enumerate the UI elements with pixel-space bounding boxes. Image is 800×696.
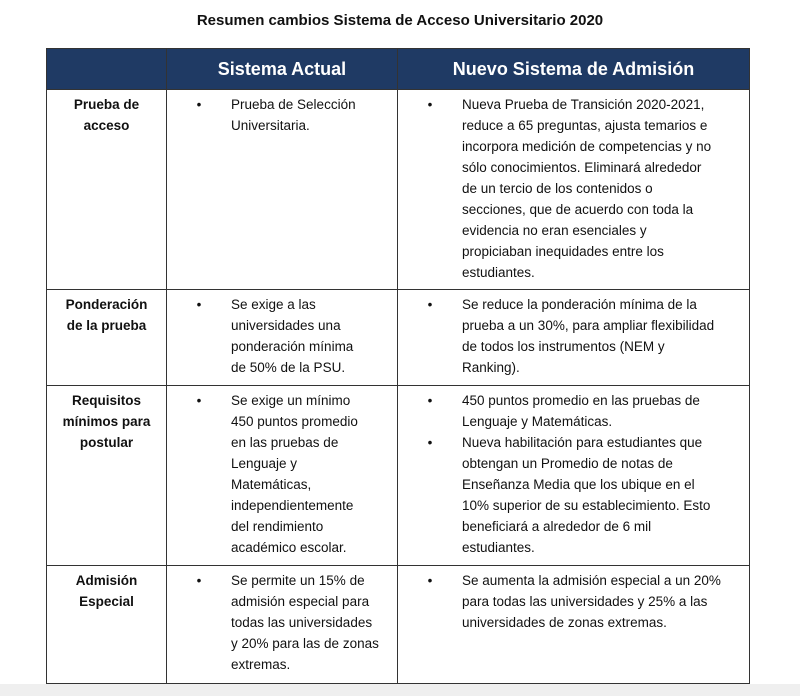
row-label: Ponderación de la prueba [47, 290, 167, 386]
header-sistema-actual: Sistema Actual [167, 49, 398, 90]
bullet-item [398, 94, 741, 283]
bullet-item [398, 294, 741, 378]
bullet-item [398, 390, 741, 432]
row-label: Prueba de acceso [47, 90, 167, 290]
bullet-item [167, 570, 389, 675]
table-header-row [47, 49, 750, 90]
row-label: Admisión Especial [47, 566, 167, 684]
bullet-icon: • [427, 297, 433, 312]
table-row [47, 386, 750, 566]
bullet-item [167, 94, 389, 136]
cell-actual [167, 290, 398, 386]
bullet-icon: • [427, 435, 433, 450]
cell-actual [167, 386, 398, 566]
bullet-icon: • [427, 97, 433, 112]
bullet-text: Nueva habilitación para estudiantes que obtengan un Promedio de notas de Enseñanza Media que los ubique en el 10% superior de su establecimiento. Esto beneficiará a alrededor de 6 mil estudiantes. [462, 435, 711, 555]
bullet-icon: • [196, 97, 202, 112]
cell-actual [167, 566, 398, 684]
bullet-text: 450 puntos promedio en las pruebas de Lenguaje y Matemáticas. [462, 393, 700, 429]
bullet-icon: • [427, 573, 433, 588]
header-empty [47, 49, 167, 90]
bullet-text: Se permite un 15% de admisión especial para todas las universidades y 20% para las de zonas extremas. [231, 573, 379, 672]
header-nuevo-sistema: Nuevo Sistema de Admisión [398, 49, 750, 90]
row-label: Requisitos mínimos para postular [47, 386, 167, 566]
bullet-icon: • [196, 393, 202, 408]
bullet-icon: • [427, 393, 433, 408]
bullet-item [167, 390, 389, 558]
bullet-text: Se exige a las universidades una ponderación mínima de 50% de la PSU. [231, 297, 354, 375]
bullet-icon: • [196, 573, 202, 588]
bullet-text: Nueva Prueba de Transición 2020-2021, reduce a 65 preguntas, ajusta temarios e incorpora medición de competencias y no sólo conocimientos. Eliminará alrededor de un tercio de los contenidos o secciones, que de acuerdo con toda la evidencia no eran esenciales y propiciaban inequidades entre los estudiantes. [462, 97, 712, 280]
table-row [47, 566, 750, 684]
cell-actual [167, 90, 398, 290]
table-row [47, 290, 750, 386]
comparison-table [46, 48, 750, 684]
cell-nuevo [398, 90, 750, 290]
bullet-text: Se exige un mínimo 450 puntos promedio en las pruebas de Lenguaje y Matemáticas, independientemente del rendimiento académico escolar. [231, 393, 358, 555]
bullet-item [398, 432, 741, 558]
cell-nuevo [398, 386, 750, 566]
document-title: Resumen cambios Sistema de Acceso Universitario 2020 [196, 12, 604, 29]
bullet-text: Prueba de Selección Universitaria. [231, 97, 356, 133]
bullet-icon: • [196, 297, 202, 312]
cell-nuevo [398, 566, 750, 684]
bullet-text: Se reduce la ponderación mínima de la prueba a un 30%, para ampliar flexibilidad de todos los instrumentos (NEM y Ranking). [462, 297, 715, 375]
page-bottom-strip [0, 684, 800, 696]
table-row [47, 90, 750, 290]
bullet-item [398, 570, 741, 633]
bullet-text: Se aumenta la admisión especial a un 20% para todas las universidades y 25% a las universidades de zonas extremas. [462, 573, 721, 630]
bullet-item [167, 294, 389, 378]
cell-nuevo [398, 290, 750, 386]
